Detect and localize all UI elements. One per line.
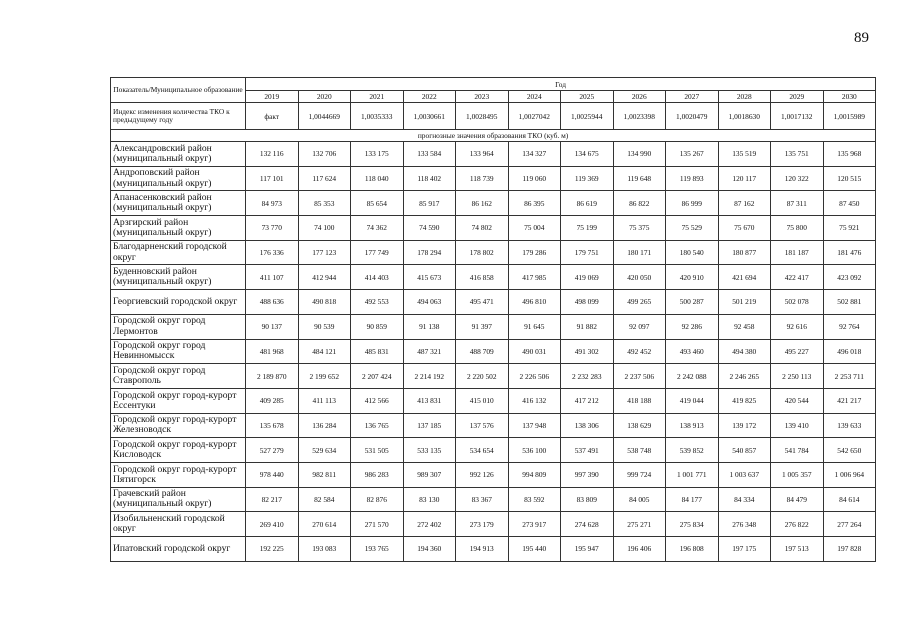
index-value: 1,0035333 (351, 103, 404, 130)
forecast-value: 501 219 (718, 290, 771, 315)
region-name: Арзгирский район (муниципальный округ) (111, 216, 246, 241)
forecast-value: 91 138 (403, 314, 456, 339)
forecast-value: 412 944 (298, 265, 351, 290)
forecast-value: 538 748 (613, 438, 666, 463)
forecast-value: 75 375 (613, 216, 666, 241)
forecast-value: 194 913 (456, 537, 509, 562)
forecast-value: 277 264 (823, 512, 876, 537)
forecast-value: 137 948 (508, 413, 561, 438)
forecast-value: 133 584 (403, 142, 456, 167)
table-row (111, 216, 876, 241)
forecast-value: 82 876 (351, 487, 404, 512)
region-name: Городской округ город-курорт Кисловодск (111, 438, 246, 463)
forecast-value: 197 513 (771, 537, 824, 562)
forecast-value: 1 005 357 (771, 462, 824, 487)
forecast-value: 85 917 (403, 191, 456, 216)
forecast-value: 1 003 637 (718, 462, 771, 487)
forecast-value: 117 101 (246, 166, 299, 191)
forecast-value: 495 471 (456, 290, 509, 315)
forecast-value: 84 614 (823, 487, 876, 512)
forecast-value: 495 227 (771, 339, 824, 364)
region-name: Ипатовский городской округ (111, 537, 246, 562)
forecast-value: 534 654 (456, 438, 509, 463)
header-year-2027: 2027 (666, 91, 719, 103)
header-indicator-label: Показатель/Муниципальное образование (111, 78, 246, 103)
forecast-value: 270 614 (298, 512, 351, 537)
forecast-value: 139 633 (823, 413, 876, 438)
forecast-value: 494 063 (403, 290, 456, 315)
forecast-value: 414 403 (351, 265, 404, 290)
forecast-value: 492 452 (613, 339, 666, 364)
forecast-value: 138 629 (613, 413, 666, 438)
forecast-value: 139 410 (771, 413, 824, 438)
forecast-value: 117 624 (298, 166, 351, 191)
forecast-value: 421 217 (823, 388, 876, 413)
forecast-value: 2 237 506 (613, 364, 666, 389)
forecast-value: 92 097 (613, 314, 666, 339)
region-name: Благодарненский городской округ (111, 240, 246, 265)
forecast-value: 92 458 (718, 314, 771, 339)
forecast-value: 119 369 (561, 166, 614, 191)
region-name: Георгиевский городской округ (111, 290, 246, 315)
forecast-value: 413 831 (403, 388, 456, 413)
forecast-value: 86 395 (508, 191, 561, 216)
forecast-value: 132 706 (298, 142, 351, 167)
forecast-value: 487 321 (403, 339, 456, 364)
forecast-value: 137 576 (456, 413, 509, 438)
forecast-value: 485 831 (351, 339, 404, 364)
forecast-value: 2 226 506 (508, 364, 561, 389)
forecast-value: 91 397 (456, 314, 509, 339)
table-row (111, 537, 876, 562)
forecast-value: 74 100 (298, 216, 351, 241)
region-name: Городской округ город Невинномысск (111, 339, 246, 364)
index-value: 1,0027042 (508, 103, 561, 130)
forecast-caption-row (111, 130, 876, 142)
forecast-value: 74 362 (351, 216, 404, 241)
forecast-value: 415 010 (456, 388, 509, 413)
forecast-value: 135 968 (823, 142, 876, 167)
forecast-value: 135 678 (246, 413, 299, 438)
forecast-value: 420 050 (613, 265, 666, 290)
forecast-value: 491 302 (561, 339, 614, 364)
forecast-value: 481 968 (246, 339, 299, 364)
region-name: Городской округ город-курорт Ессентуки (111, 388, 246, 413)
forecast-value: 181 476 (823, 240, 876, 265)
header-year-2021: 2021 (351, 91, 404, 103)
forecast-value: 75 800 (771, 216, 824, 241)
forecast-value: 275 834 (666, 512, 719, 537)
forecast-value: 1 006 964 (823, 462, 876, 487)
forecast-value: 419 825 (718, 388, 771, 413)
forecast-value: 540 857 (718, 438, 771, 463)
forecast-value: 137 185 (403, 413, 456, 438)
forecast-value: 177 123 (298, 240, 351, 265)
header-year-2026: 2026 (613, 91, 666, 103)
forecast-value: 134 675 (561, 142, 614, 167)
forecast-value: 135 267 (666, 142, 719, 167)
forecast-value: 978 440 (246, 462, 299, 487)
forecast-value: 999 724 (613, 462, 666, 487)
forecast-value: 136 284 (298, 413, 351, 438)
forecast-value: 92 616 (771, 314, 824, 339)
forecast-value: 90 539 (298, 314, 351, 339)
forecast-value: 273 917 (508, 512, 561, 537)
forecast-value: 196 808 (666, 537, 719, 562)
forecast-value: 484 121 (298, 339, 351, 364)
forecast-value: 91 882 (561, 314, 614, 339)
forecast-value: 419 069 (561, 265, 614, 290)
forecast-value: 179 751 (561, 240, 614, 265)
forecast-value: 118 402 (403, 166, 456, 191)
forecast-value: 194 360 (403, 537, 456, 562)
forecast-value: 136 765 (351, 413, 404, 438)
forecast-value: 120 322 (771, 166, 824, 191)
region-name: Городской округ город-курорт Железноводск (111, 413, 246, 438)
forecast-value: 1 001 771 (666, 462, 719, 487)
index-value: 1,0023398 (613, 103, 666, 130)
forecast-value: 493 460 (666, 339, 719, 364)
forecast-value: 135 751 (771, 142, 824, 167)
forecast-value: 502 881 (823, 290, 876, 315)
forecast-value: 84 177 (666, 487, 719, 512)
forecast-value: 196 406 (613, 537, 666, 562)
header-year-2023: 2023 (456, 91, 509, 103)
index-value: 1,0018630 (718, 103, 771, 130)
forecast-value: 531 505 (351, 438, 404, 463)
index-value: 1,0030661 (403, 103, 456, 130)
forecast-value: 542 650 (823, 438, 876, 463)
forecast-value: 989 307 (403, 462, 456, 487)
forecast-value: 197 828 (823, 537, 876, 562)
forecast-value: 75 199 (561, 216, 614, 241)
region-name: Городской округ город Ставрополь (111, 364, 246, 389)
forecast-value: 496 018 (823, 339, 876, 364)
forecast-value: 417 985 (508, 265, 561, 290)
table-row (111, 512, 876, 537)
forecast-value: 275 271 (613, 512, 666, 537)
table-row (111, 462, 876, 487)
table-row (111, 339, 876, 364)
forecast-value: 192 225 (246, 537, 299, 562)
table-row (111, 142, 876, 167)
forecast-caption: прогнозные значения образования ТКО (куб. м) (111, 130, 876, 142)
forecast-value: 488 636 (246, 290, 299, 315)
forecast-value: 415 673 (403, 265, 456, 290)
index-value: 1,0017132 (771, 103, 824, 130)
forecast-value: 86 162 (456, 191, 509, 216)
index-value: 1,0020479 (666, 103, 719, 130)
forecast-value: 85 654 (351, 191, 404, 216)
table-row (111, 240, 876, 265)
forecast-value: 499 265 (613, 290, 666, 315)
tko-forecast-table (110, 77, 876, 562)
forecast-value: 176 336 (246, 240, 299, 265)
forecast-value: 119 060 (508, 166, 561, 191)
forecast-value: 986 283 (351, 462, 404, 487)
forecast-value: 118 739 (456, 166, 509, 191)
forecast-value: 274 628 (561, 512, 614, 537)
forecast-value: 84 334 (718, 487, 771, 512)
index-row-label: Индекс изменения количества ТКО к предыдущему году (111, 103, 246, 130)
forecast-value: 271 570 (351, 512, 404, 537)
index-value: 1,0044669 (298, 103, 351, 130)
forecast-value: 180 540 (666, 240, 719, 265)
forecast-value: 74 590 (403, 216, 456, 241)
forecast-value: 90 137 (246, 314, 299, 339)
header-year-2025: 2025 (561, 91, 614, 103)
header-year-2030: 2030 (823, 91, 876, 103)
forecast-value: 193 765 (351, 537, 404, 562)
forecast-value: 496 810 (508, 290, 561, 315)
forecast-value: 179 286 (508, 240, 561, 265)
forecast-value: 500 287 (666, 290, 719, 315)
forecast-value: 423 092 (823, 265, 876, 290)
forecast-value: 276 348 (718, 512, 771, 537)
forecast-value: 997 390 (561, 462, 614, 487)
forecast-value: 75 921 (823, 216, 876, 241)
region-name: Грачевский район (муниципальный округ) (111, 487, 246, 512)
region-name: Городской округ город-курорт Пятигорск (111, 462, 246, 487)
forecast-value: 178 802 (456, 240, 509, 265)
header-row-group (111, 78, 876, 91)
forecast-value: 411 107 (246, 265, 299, 290)
forecast-value: 2 207 424 (351, 364, 404, 389)
table-row (111, 166, 876, 191)
forecast-value: 82 217 (246, 487, 299, 512)
forecast-value: 83 130 (403, 487, 456, 512)
forecast-value: 502 078 (771, 290, 824, 315)
forecast-value: 492 553 (351, 290, 404, 315)
forecast-value: 86 822 (613, 191, 666, 216)
table-row (111, 438, 876, 463)
forecast-value: 498 099 (561, 290, 614, 315)
forecast-value: 276 822 (771, 512, 824, 537)
forecast-value: 84 005 (613, 487, 666, 512)
forecast-value: 421 694 (718, 265, 771, 290)
forecast-value: 134 990 (613, 142, 666, 167)
forecast-value: 138 306 (561, 413, 614, 438)
forecast-value: 409 285 (246, 388, 299, 413)
forecast-value: 92 286 (666, 314, 719, 339)
forecast-value: 2 189 870 (246, 364, 299, 389)
forecast-value: 75 529 (666, 216, 719, 241)
forecast-value: 85 353 (298, 191, 351, 216)
forecast-value: 195 440 (508, 537, 561, 562)
index-value: 1,0025944 (561, 103, 614, 130)
forecast-value: 75 670 (718, 216, 771, 241)
region-name: Изобильненский городской округ (111, 512, 246, 537)
forecast-value: 180 171 (613, 240, 666, 265)
forecast-value: 86 619 (561, 191, 614, 216)
forecast-value: 536 100 (508, 438, 561, 463)
table-row (111, 314, 876, 339)
forecast-value: 83 592 (508, 487, 561, 512)
forecast-value: 177 749 (351, 240, 404, 265)
forecast-value: 537 491 (561, 438, 614, 463)
forecast-value: 418 188 (613, 388, 666, 413)
forecast-value: 2 246 265 (718, 364, 771, 389)
forecast-value: 86 999 (666, 191, 719, 216)
forecast-value: 419 044 (666, 388, 719, 413)
forecast-value: 420 910 (666, 265, 719, 290)
forecast-value: 135 519 (718, 142, 771, 167)
forecast-value: 91 645 (508, 314, 561, 339)
forecast-value: 73 770 (246, 216, 299, 241)
forecast-value: 83 809 (561, 487, 614, 512)
forecast-value: 120 117 (718, 166, 771, 191)
forecast-value: 539 852 (666, 438, 719, 463)
forecast-value: 87 450 (823, 191, 876, 216)
forecast-value: 120 515 (823, 166, 876, 191)
forecast-value: 494 380 (718, 339, 771, 364)
index-row (111, 103, 876, 130)
header-year-2024: 2024 (508, 91, 561, 103)
forecast-value: 269 410 (246, 512, 299, 537)
table-row (111, 388, 876, 413)
header-year-2022: 2022 (403, 91, 456, 103)
forecast-value: 193 083 (298, 537, 351, 562)
forecast-value: 533 135 (403, 438, 456, 463)
header-year-2019: 2019 (246, 91, 299, 103)
forecast-value: 178 294 (403, 240, 456, 265)
forecast-value: 490 818 (298, 290, 351, 315)
region-name: Буденновский район (муниципальный округ) (111, 265, 246, 290)
forecast-value: 87 311 (771, 191, 824, 216)
forecast-value: 994 809 (508, 462, 561, 487)
forecast-value: 75 004 (508, 216, 561, 241)
forecast-value: 992 126 (456, 462, 509, 487)
forecast-value: 412 566 (351, 388, 404, 413)
region-name: Городской округ город Лермонтов (111, 314, 246, 339)
forecast-value: 416 132 (508, 388, 561, 413)
table-row (111, 191, 876, 216)
forecast-value: 529 634 (298, 438, 351, 463)
forecast-value: 82 584 (298, 487, 351, 512)
forecast-value: 133 964 (456, 142, 509, 167)
header-year-2029: 2029 (771, 91, 824, 103)
forecast-value: 90 859 (351, 314, 404, 339)
region-name: Александровский район (муниципальный округ) (111, 142, 246, 167)
forecast-value: 119 648 (613, 166, 666, 191)
forecast-value: 490 031 (508, 339, 561, 364)
table-row (111, 265, 876, 290)
forecast-value: 134 327 (508, 142, 561, 167)
header-year-2020: 2020 (298, 91, 351, 103)
forecast-value: 195 947 (561, 537, 614, 562)
forecast-value: 2 214 192 (403, 364, 456, 389)
forecast-value: 2 250 113 (771, 364, 824, 389)
forecast-value: 133 175 (351, 142, 404, 167)
forecast-value: 83 367 (456, 487, 509, 512)
forecast-value: 84 973 (246, 191, 299, 216)
forecast-value: 488 709 (456, 339, 509, 364)
forecast-value: 92 764 (823, 314, 876, 339)
index-value: факт (246, 103, 299, 130)
forecast-value: 2 242 088 (666, 364, 719, 389)
forecast-value: 2 220 502 (456, 364, 509, 389)
forecast-value: 119 893 (666, 166, 719, 191)
forecast-value: 84 479 (771, 487, 824, 512)
forecast-value: 132 116 (246, 142, 299, 167)
forecast-value: 273 179 (456, 512, 509, 537)
forecast-value: 2 199 652 (298, 364, 351, 389)
table-row (111, 413, 876, 438)
page-number: 89 (854, 30, 869, 46)
forecast-value: 2 253 711 (823, 364, 876, 389)
forecast-value: 422 417 (771, 265, 824, 290)
region-name: Андроповский район (муниципальный округ) (111, 166, 246, 191)
forecast-value: 139 172 (718, 413, 771, 438)
forecast-value: 138 913 (666, 413, 719, 438)
table-row (111, 364, 876, 389)
table-row (111, 290, 876, 315)
forecast-value: 541 784 (771, 438, 824, 463)
index-value: 1,0015989 (823, 103, 876, 130)
forecast-value: 180 877 (718, 240, 771, 265)
forecast-value: 416 858 (456, 265, 509, 290)
forecast-value: 411 113 (298, 388, 351, 413)
region-name: Апанасенковский район (муниципальный округ) (111, 191, 246, 216)
forecast-value: 272 402 (403, 512, 456, 537)
forecast-value: 118 040 (351, 166, 404, 191)
index-value: 1,0028495 (456, 103, 509, 130)
forecast-value: 181 187 (771, 240, 824, 265)
forecast-value: 74 802 (456, 216, 509, 241)
forecast-value: 982 811 (298, 462, 351, 487)
header-year-2028: 2028 (718, 91, 771, 103)
forecast-value: 87 162 (718, 191, 771, 216)
forecast-value: 420 544 (771, 388, 824, 413)
forecast-value: 527 279 (246, 438, 299, 463)
forecast-value: 2 232 283 (561, 364, 614, 389)
table-row (111, 487, 876, 512)
header-year-group: Год (246, 78, 876, 91)
forecast-value: 417 212 (561, 388, 614, 413)
forecast-value: 197 175 (718, 537, 771, 562)
